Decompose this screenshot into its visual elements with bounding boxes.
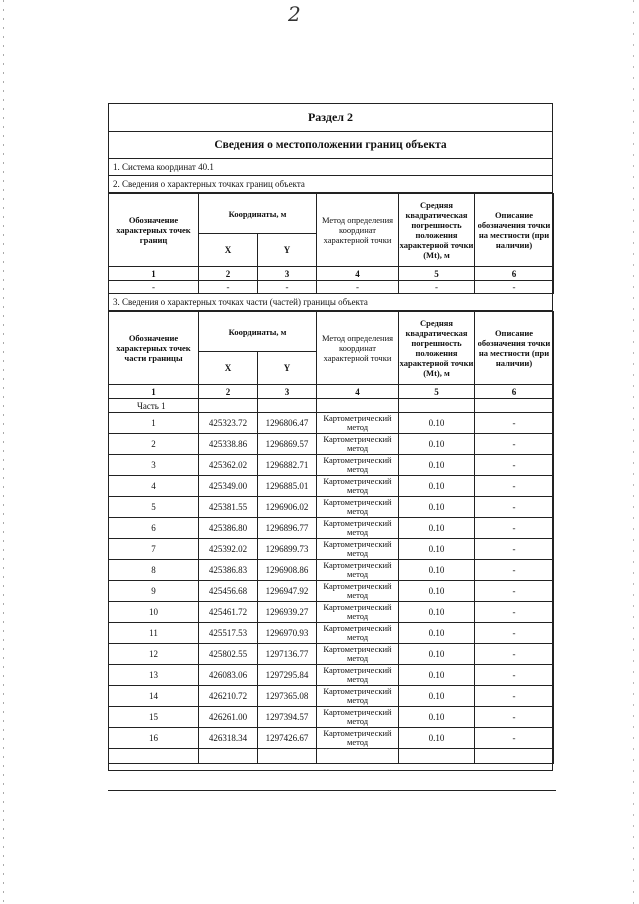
table-row	[109, 434, 554, 455]
header-method: Метод определения координат характерной точки	[317, 312, 399, 385]
point-number: 14	[109, 686, 199, 707]
coord-y: 1296882.71	[258, 455, 317, 476]
method-cell: Картометрический метод	[317, 497, 399, 518]
coord-y: 1296806.47	[258, 413, 317, 434]
point-number: 4	[109, 476, 199, 497]
header-coords: Координаты, м	[199, 194, 317, 234]
method-cell: Картометрический метод	[317, 413, 399, 434]
description-cell: -	[475, 476, 554, 497]
accuracy-cell: 0.10	[399, 644, 475, 665]
coord-x: 425461.72	[199, 602, 258, 623]
coord-x: 425323.72	[199, 413, 258, 434]
description-cell: -	[475, 644, 554, 665]
description-cell: -	[475, 623, 554, 644]
point-number: 11	[109, 623, 199, 644]
coord-system-line: 1. Система координат 40.1	[109, 159, 552, 176]
point-number: 6	[109, 518, 199, 539]
table-row	[109, 644, 554, 665]
accuracy-cell: 0.10	[399, 623, 475, 644]
point-number: 10	[109, 602, 199, 623]
header-y: Y	[258, 352, 317, 385]
method-cell: Картометрический метод	[317, 539, 399, 560]
header-description: Описание обозначения точки на местности (при наличии)	[475, 194, 554, 267]
method-cell: Картометрический метод	[317, 728, 399, 749]
description-cell: -	[475, 539, 554, 560]
accuracy-cell: 0.10	[399, 455, 475, 476]
coord-x: 425392.02	[199, 539, 258, 560]
table-row	[109, 413, 554, 434]
accuracy-cell: 0.10	[399, 665, 475, 686]
empty-row: - - - - - -	[109, 281, 554, 294]
part-points-body	[109, 413, 554, 749]
point-number: 1	[109, 413, 199, 434]
coord-x: 426261.00	[199, 707, 258, 728]
coord-y: 1296869.57	[258, 434, 317, 455]
description-cell: -	[475, 518, 554, 539]
point-number: 3	[109, 455, 199, 476]
table-row	[109, 728, 554, 749]
scan-edge-left	[3, 0, 4, 904]
coord-y: 1296906.02	[258, 497, 317, 518]
method-cell: Картометрический метод	[317, 602, 399, 623]
header-part-point-label: Обозначение характерных точек части границы	[109, 312, 199, 385]
table-row	[109, 581, 554, 602]
coord-x: 426318.34	[199, 728, 258, 749]
point-number: 7	[109, 539, 199, 560]
scan-edge-right	[633, 0, 634, 904]
method-cell: Картометрический метод	[317, 455, 399, 476]
coord-x: 425802.55	[199, 644, 258, 665]
section-subtitle: Сведения о местоположении границ объекта	[109, 132, 552, 159]
point-number: 13	[109, 665, 199, 686]
header-accuracy: Средняя квадратическая погрешность положения характерной точки (Mt), м	[399, 312, 475, 385]
description-cell: -	[475, 413, 554, 434]
header-x: X	[199, 352, 258, 385]
table-row	[109, 497, 554, 518]
header-y: Y	[258, 234, 317, 267]
coord-y: 1297426.67	[258, 728, 317, 749]
column-numbers-row: 1 2 3 4 5 6	[109, 267, 554, 281]
description-cell: -	[475, 728, 554, 749]
point-number: 8	[109, 560, 199, 581]
accuracy-cell: 0.10	[399, 434, 475, 455]
header-description: Описание обозначения точки на местности (при наличии)	[475, 312, 554, 385]
method-cell: Картометрический метод	[317, 686, 399, 707]
coord-y: 1297394.57	[258, 707, 317, 728]
block2-title: 2. Сведения о характерных точках границ объекта	[109, 176, 552, 193]
description-cell: -	[475, 665, 554, 686]
table-row	[109, 539, 554, 560]
point-number: 9	[109, 581, 199, 602]
accuracy-cell: 0.10	[399, 686, 475, 707]
coord-x: 425349.00	[199, 476, 258, 497]
table-row	[109, 665, 554, 686]
table-row	[109, 560, 554, 581]
method-cell: Картометрический метод	[317, 707, 399, 728]
table-row	[109, 707, 554, 728]
boundary-points-table	[108, 193, 554, 294]
coord-x: 426083.06	[199, 665, 258, 686]
method-cell: Картометрический метод	[317, 518, 399, 539]
coord-x: 426210.72	[199, 686, 258, 707]
coord-y: 1296885.01	[258, 476, 317, 497]
coord-x: 425381.55	[199, 497, 258, 518]
accuracy-cell: 0.10	[399, 518, 475, 539]
accuracy-cell: 0.10	[399, 476, 475, 497]
coord-x: 425386.80	[199, 518, 258, 539]
method-cell: Картометрический метод	[317, 644, 399, 665]
part-label-row	[109, 399, 554, 413]
coord-x: 425362.02	[199, 455, 258, 476]
description-cell: -	[475, 434, 554, 455]
document-table	[108, 103, 553, 771]
method-cell: Картометрический метод	[317, 623, 399, 644]
block3-title: 3. Сведения о характерных точках части (частей) границы объекта	[109, 293, 552, 311]
table-row	[109, 686, 554, 707]
description-cell: -	[475, 707, 554, 728]
header-x: X	[199, 234, 258, 267]
accuracy-cell: 0.10	[399, 539, 475, 560]
table-footer-row	[109, 749, 554, 764]
method-cell: Картометрический метод	[317, 476, 399, 497]
header-accuracy: Средняя квадратическая погрешность положения характерной точки (Mt), м	[399, 194, 475, 267]
method-cell: Картометрический метод	[317, 434, 399, 455]
method-cell: Картометрический метод	[317, 581, 399, 602]
coord-y: 1296896.77	[258, 518, 317, 539]
coord-x: 425456.68	[199, 581, 258, 602]
description-cell: -	[475, 560, 554, 581]
coord-x: 425517.53	[199, 623, 258, 644]
accuracy-cell: 0.10	[399, 497, 475, 518]
coord-y: 1296947.92	[258, 581, 317, 602]
table-row	[109, 476, 554, 497]
table-row	[109, 602, 554, 623]
handwritten-page-number: 2	[288, 2, 301, 26]
coord-y: 1297365.08	[258, 686, 317, 707]
accuracy-cell: 0.10	[399, 581, 475, 602]
coord-y: 1296939.27	[258, 602, 317, 623]
point-number: 16	[109, 728, 199, 749]
section-title: Раздел 2	[109, 104, 552, 132]
coord-x: 425386.83	[199, 560, 258, 581]
bottom-rule	[108, 790, 556, 791]
coord-y: 1297295.84	[258, 665, 317, 686]
description-cell: -	[475, 686, 554, 707]
accuracy-cell: 0.10	[399, 728, 475, 749]
description-cell: -	[475, 602, 554, 623]
description-cell: -	[475, 497, 554, 518]
table-row	[109, 455, 554, 476]
accuracy-cell: 0.10	[399, 560, 475, 581]
point-number: 12	[109, 644, 199, 665]
coord-y: 1297136.77	[258, 644, 317, 665]
part-points-table	[108, 311, 554, 764]
header-coords: Координаты, м	[199, 312, 317, 352]
accuracy-cell: 0.10	[399, 413, 475, 434]
header-point-label: Обозначение характерных точек границ	[109, 194, 199, 267]
part-label: Часть 1	[109, 399, 199, 413]
column-numbers-row: 1 2 3 4 5 6	[109, 385, 554, 399]
coord-y: 1296908.86	[258, 560, 317, 581]
description-cell: -	[475, 581, 554, 602]
point-number: 5	[109, 497, 199, 518]
accuracy-cell: 0.10	[399, 602, 475, 623]
coord-y: 1296899.73	[258, 539, 317, 560]
method-cell: Картометрический метод	[317, 560, 399, 581]
table-row	[109, 623, 554, 644]
description-cell: -	[475, 455, 554, 476]
coord-x: 425338.86	[199, 434, 258, 455]
point-number: 15	[109, 707, 199, 728]
accuracy-cell: 0.10	[399, 707, 475, 728]
table-row	[109, 518, 554, 539]
method-cell: Картометрический метод	[317, 665, 399, 686]
coord-y: 1296970.93	[258, 623, 317, 644]
point-number: 2	[109, 434, 199, 455]
header-method: Метод определения координат характерной точки	[317, 194, 399, 267]
